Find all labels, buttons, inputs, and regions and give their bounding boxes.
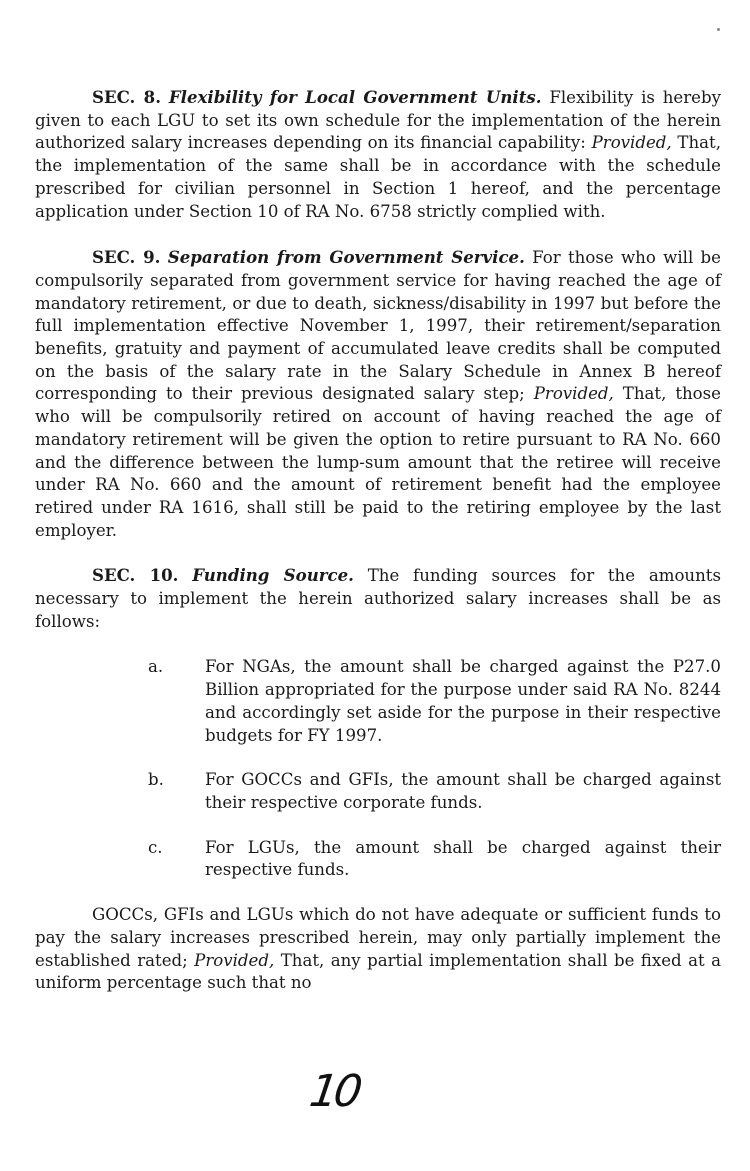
closing-paragraph	[35, 904, 721, 995]
section-9-paragraph	[35, 246, 721, 542]
section-8-text-b: That, the implementation of the same shall be in accordance with the schedule prescribed for civilian personnel in Section 1 hereof, and the percentage application under Section 10 of RA No. 6758 strictly complied with.	[35, 133, 721, 221]
section-9-proviso: Provided,	[533, 384, 614, 404]
section-10-label: SEC. 10.	[92, 565, 179, 586]
list-item-text: For GOCCs and GFIs, the amount shall be charged against their respective corporate funds.	[205, 770, 721, 812]
closing-text-b: That, any partial implementation shall be fixed at a uniform percentage such that no	[35, 950, 721, 993]
section-8-text-a: Flexibility is hereby given to each LGU to set its own schedule for the implementation of the herein authorized salary increases depending on its financial capability:	[35, 88, 721, 153]
section-10-paragraph	[35, 564, 721, 633]
section-9-label: SEC. 9.	[92, 247, 161, 268]
list-item-text: For LGUs, the amount shall be charged against their respective funds.	[205, 837, 721, 880]
list-item-text: For NGAs, the amount shall be charged against the P27.0 Billion appropriated for the purpose under said RA No. 8244 and accordingly set aside for the purpose in their respective budgets for FY 1997.	[205, 657, 721, 745]
section-9-text-a: For those who will be compulsorily separated from government service for having reached the age of mandatory retirement, or due to death, sickness/disability in 1997 but before the full implementation effective November 1, 1997, their retirement/separation benefits, gratuity and payment of accumulated leave credits shall be computed on the basis of the salary rate in the Salary Schedule in Annex B hereof corresponding to their previous designated salary step;	[35, 248, 721, 404]
list-item-marker: c.	[148, 837, 163, 857]
section-8-paragraph	[35, 86, 721, 223]
section-8-title: Flexibility for Local Government Units.	[168, 87, 542, 107]
document-page	[35, 86, 721, 995]
list-item	[35, 656, 721, 747]
section-9-title: Separation from Government Service.	[167, 247, 525, 268]
section-8-proviso: Provided,	[591, 133, 672, 153]
list-item	[35, 837, 721, 882]
list-item	[35, 769, 721, 814]
section-8-label: SEC. 8.	[92, 87, 161, 107]
scan-speck	[717, 28, 720, 31]
section-9-text-b: That, those who will be compulsorily retired on account of having reached the age of mandatory retirement will be given the option to retire pursuant to RA No. 660 and the difference between the lump-sum amount that the retiree will receive under RA No. 660 and the amount of retirement benefit had the employee retired under RA 1616, shall still be paid to the retiring employee by the last employer.	[35, 384, 722, 540]
list-item-marker: a.	[148, 657, 164, 677]
section-10-title: Funding Source.	[192, 565, 354, 586]
page-number: 10	[306, 1066, 362, 1117]
list-item-marker: b.	[148, 770, 164, 790]
section-10-text: The funding sources for the amounts necessary to implement the herein authorized salary increases shall be as follows:	[35, 566, 721, 631]
closing-proviso: Provided,	[194, 950, 275, 970]
funding-source-list	[35, 656, 721, 882]
closing-text-a: GOCCs, GFIs and LGUs which do not have adequate or sufficient funds to pay the salary increases prescribed herein, may only partially implement the established rated;	[35, 905, 721, 970]
